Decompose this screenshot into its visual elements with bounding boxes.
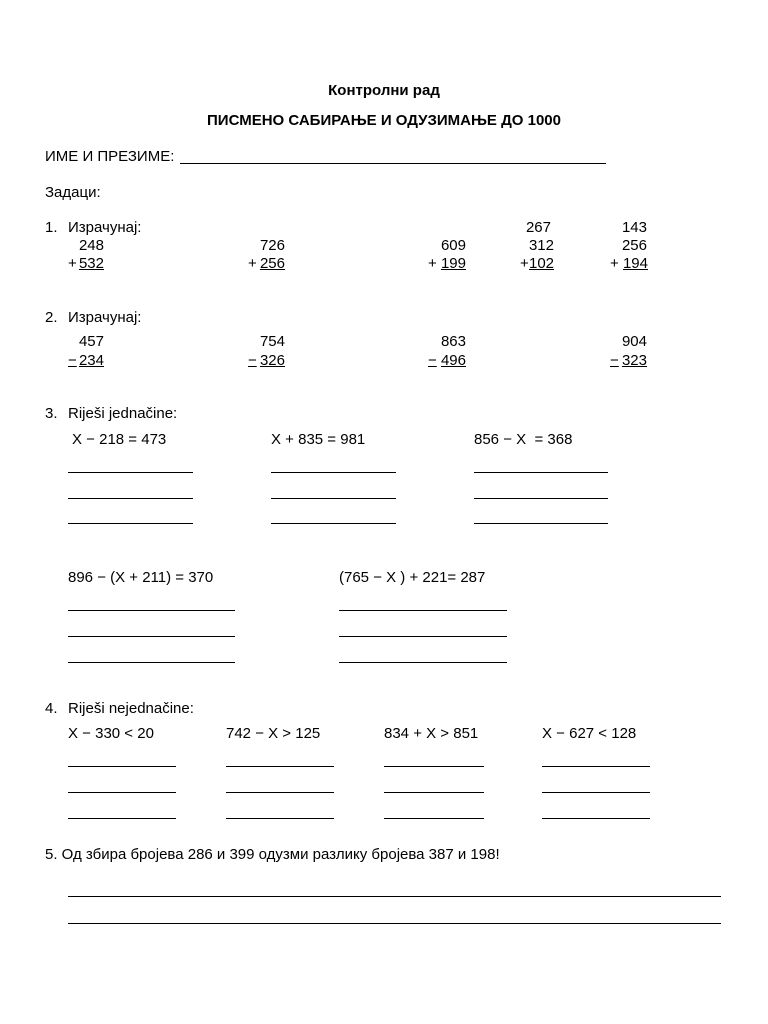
answer-line[interactable] [68,766,176,767]
task1-problem1-a: 248 [78,237,104,254]
name-field-line[interactable] [180,163,606,164]
task1-problem5-op: + [610,255,619,272]
answer-line[interactable] [271,472,396,473]
answer-line[interactable] [68,923,721,924]
answer-line[interactable] [68,896,721,897]
answer-line[interactable] [542,818,650,819]
task1-problem3-op: + [428,255,437,272]
test-subtitle: ПИСМЕНО САБИРАЊЕ И ОДУЗИМАЊЕ ДО 1000 [207,112,561,129]
task2-problem4-b: 323 [621,352,647,369]
answer-line[interactable] [339,662,507,663]
tasks-label: Задаци: [45,184,101,201]
answer-line[interactable] [542,792,650,793]
answer-line[interactable] [384,766,484,767]
answer-line[interactable] [68,610,235,611]
task1-problem4-top: 267 [525,219,551,236]
task3-equation-2: X + 835 = 981 [271,431,366,448]
task3-number: 3. [45,405,58,422]
answer-line[interactable] [68,523,193,524]
answer-line[interactable] [271,523,396,524]
task2-problem3-b: 496 [440,352,466,369]
task4-number: 4. [45,700,58,717]
task1-number: 1. [45,219,58,236]
task3-equation-4: 896 − (X + 211) = 370 [68,569,214,586]
answer-line[interactable] [68,792,176,793]
task3-equation-5: (765 − X ) + 221= 287 [339,569,486,586]
task1-problem2-a: 726 [259,237,285,254]
task1-problem5-a: 256 [621,237,647,254]
answer-line[interactable] [226,792,334,793]
task2-problem2-a: 754 [259,333,285,350]
task2-problem3-a: 863 [440,333,466,350]
answer-line[interactable] [384,792,484,793]
task1-problem5-top: 143 [621,219,647,236]
answer-line[interactable] [226,766,334,767]
task2-problem1-a: 457 [78,333,104,350]
task3-label: Riješi jednačine: [68,405,178,422]
answer-line[interactable] [68,662,235,663]
task2-label: Израчунај: [68,309,142,326]
answer-line[interactable] [339,636,507,637]
task1-problem1-op: + [68,255,77,272]
answer-line[interactable] [68,472,193,473]
answer-line[interactable] [271,498,396,499]
task4-inequality-1: X − 330 < 20 [68,725,154,742]
task2-problem4-op: − [610,352,619,369]
task4-inequality-4: X − 627 < 128 [542,725,637,742]
task1-problem1-b: 532 [78,255,104,272]
answer-line[interactable] [542,766,650,767]
task4-inequality-2: 742 − X > 125 [226,725,321,742]
task3-equation-1: X − 218 = 473 [72,431,167,448]
task2-number: 2. [45,309,58,326]
task2-problem2-op: − [248,352,257,369]
task5-text: 5. Од збира бројева 286 и 399 одузми разлику бројева 387 и 198! [45,846,500,863]
task1-problem2-b: 256 [259,255,285,272]
task1-problem4-b: 102 [529,255,555,272]
task2-problem1-op: − [68,352,77,369]
task2-problem3-op: − [428,352,437,369]
task2-problem1-b: 234 [78,352,104,369]
task4-inequality-3: 834 + X > 851 [384,725,479,742]
answer-line[interactable] [68,636,235,637]
answer-line[interactable] [474,523,608,524]
answer-line[interactable] [474,498,608,499]
task1-problem4-a: 312 [528,237,554,254]
task2-problem4-a: 904 [621,333,647,350]
answer-line[interactable] [384,818,484,819]
answer-line[interactable] [339,610,507,611]
task2-problem2-b: 326 [259,352,285,369]
task1-problem3-a: 609 [440,237,466,254]
task4-label: Riješi nejednačine: [68,700,194,717]
task1-problem3-b: 199 [440,255,466,272]
answer-line[interactable] [474,472,608,473]
test-title: Контролни рад [328,82,440,99]
task3-equation-3: 856 − X = 368 [474,431,573,448]
answer-line[interactable] [226,818,334,819]
answer-line[interactable] [68,498,193,499]
answer-line[interactable] [68,818,176,819]
name-label: ИМЕ И ПРЕЗИМЕ: [45,148,175,165]
task1-problem4-op: + [520,255,529,272]
task1-problem2-op: + [248,255,257,272]
task1-problem5-b: 194 [622,255,648,272]
task1-label: Израчунај: [68,219,142,236]
